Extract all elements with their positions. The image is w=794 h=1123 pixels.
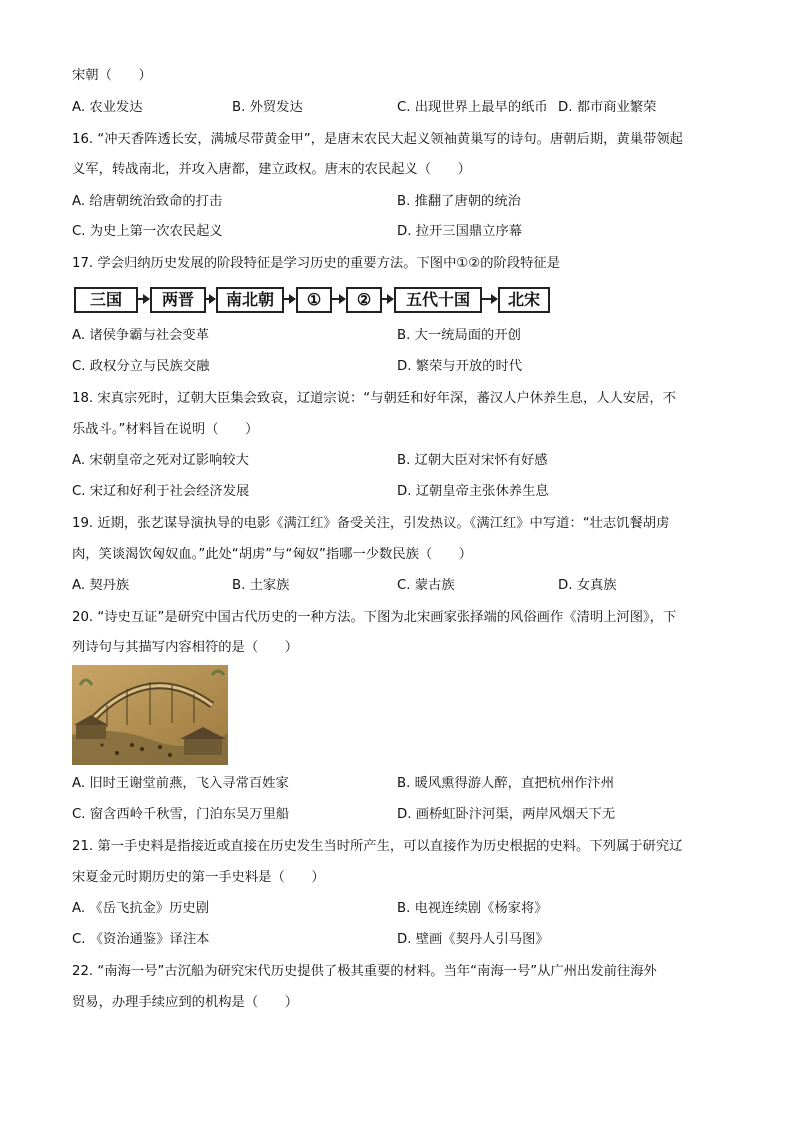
q15-stem-tail: 宋朝（ ）: [72, 68, 152, 83]
q19-option-c[interactable]: C. 蒙古族: [397, 578, 455, 593]
flow-arrow: [282, 298, 294, 300]
q17-stem: 17. 学会归纳历史发展的阶段特征是学习历史的重要方法。下图中①②的阶段特征是: [72, 256, 561, 271]
flow-box-nanbeichao: 南北朝: [216, 287, 284, 313]
q21-stem-line2: 宋夏金元时期历史的第一手史料是（ ）: [72, 870, 325, 885]
q20-stem-line2: 列诗句与其描写内容相符的是（ ）: [72, 640, 299, 655]
q16-option-a[interactable]: A. 给唐朝统治致命的打击: [72, 194, 223, 209]
flow-arrow: [380, 298, 392, 300]
q19-stem-line1: 19. 近期，张艺谋导演执导的电影《满江红》备受关注，引发热议。《满江红》中写道：“壮志饥餐胡虏: [72, 516, 670, 531]
flow-arrow: [480, 298, 496, 300]
q20-stem-line1: 20. “诗史互证”是研究中国古代历史的一种方法。下图为北宋画家张择端的风俗画作《清明上河图》，下: [72, 610, 677, 625]
q18-option-c[interactable]: C. 宋辽和好利于社会经济发展: [72, 484, 250, 499]
q21-stem-line1: 21. 第一手史料是指接近或直接在历史发生当时所产生，可以直接作为历史根据的史料。下列属于研究辽: [72, 839, 683, 854]
q20-option-d[interactable]: D. 画桥虹卧汴河渠，两岸风烟天下无: [397, 807, 616, 822]
q20-option-b[interactable]: B. 暖风熏得游人醉，直把杭州作汴州: [397, 776, 615, 791]
q15-option-a[interactable]: A. 农业发达: [72, 100, 143, 115]
flow-box-liangjin: 两晋: [150, 287, 206, 313]
q16-option-b[interactable]: B. 推翻了唐朝的统治: [397, 194, 521, 209]
flow-box-wudaishiguo: 五代十国: [394, 287, 482, 313]
q22-stem-line2: 贸易，办理手续应到的机构是（ ）: [72, 995, 299, 1010]
flow-arrow: [204, 298, 214, 300]
q18-option-a[interactable]: A. 宋朝皇帝之死对辽影响较大: [72, 453, 249, 468]
q21-option-d[interactable]: D. 壁画《契丹人引马图》: [397, 932, 549, 947]
q16-option-d[interactable]: D. 拉开三国鼎立序幕: [397, 224, 523, 239]
q20-option-c[interactable]: C. 窗含西岭千秋雪，门泊东吴万里船: [72, 807, 290, 822]
q21-option-c[interactable]: C. 《资治通鉴》译注本: [72, 932, 210, 947]
q15-option-d[interactable]: D. 都市商业繁荣: [558, 100, 657, 115]
q18-option-b[interactable]: B. 辽朝大臣对宋怀有好感: [397, 453, 548, 468]
q17-option-b[interactable]: B. 大一统局面的开创: [397, 328, 521, 343]
flow-arrow: [136, 298, 148, 300]
flow-box-1: ①: [296, 287, 332, 313]
q21-option-a[interactable]: A. 《岳飞抗金》历史剧: [72, 901, 209, 916]
q18-stem-line2: 乐战斗。”材料旨在说明（ ）: [72, 422, 259, 437]
q21-option-b[interactable]: B. 电视连续剧《杨家将》: [397, 901, 548, 916]
flow-box-beisong: 北宋: [498, 287, 550, 313]
q18-option-d[interactable]: D. 辽朝皇帝主张休养生息: [397, 484, 549, 499]
q15-option-b[interactable]: B. 外贸发达: [232, 100, 303, 115]
flow-arrow: [330, 298, 344, 300]
q15-option-c[interactable]: C. 出现世界上最早的纸币: [397, 100, 548, 115]
flow-box-sanguo: 三国: [74, 287, 138, 313]
q18-stem-line1: 18. 宋真宗死时，辽朝大臣集会致哀，辽道宗说：“与朝廷和好年深，蕃汉人户休养生息，人人安居，不: [72, 391, 677, 406]
qingming-shanghe-painting: [72, 665, 228, 765]
q19-stem-line2: 肉，笑谈渴饮匈奴血。”此处“胡虏”与“匈奴”指哪一少数民族（ ）: [72, 547, 473, 562]
q17-option-d[interactable]: D. 繁荣与开放的时代: [397, 359, 523, 374]
q16-stem-line2: 义军，转战南北，并攻入唐都，建立政权。唐末的农民起义（ ）: [72, 162, 471, 177]
q22-stem-line1: 22. “南海一号”古沉船为研究宋代历史提供了极其重要的材料。当年“南海一号”从广州出发前往海外: [72, 964, 657, 979]
q19-option-a[interactable]: A. 契丹族: [72, 578, 130, 593]
q20-option-a[interactable]: A. 旧时王谢堂前燕，飞入寻常百姓家: [72, 776, 289, 791]
q19-option-d[interactable]: D. 女真族: [558, 578, 617, 593]
q16-option-c[interactable]: C. 为史上第一次农民起义: [72, 224, 223, 239]
q19-option-b[interactable]: B. 土家族: [232, 578, 290, 593]
flow-box-2: ②: [346, 287, 382, 313]
q16-stem-line1: 16. “冲天香阵透长安，满城尽带黄金甲”，是唐末农民大起义领袖黄巢写的诗句。唐朝后期，黄巢带领起: [72, 132, 683, 147]
q17-option-c[interactable]: C. 政权分立与民族交融: [72, 359, 210, 374]
q17-option-a[interactable]: A. 诸侯争霸与社会变革: [72, 328, 209, 343]
